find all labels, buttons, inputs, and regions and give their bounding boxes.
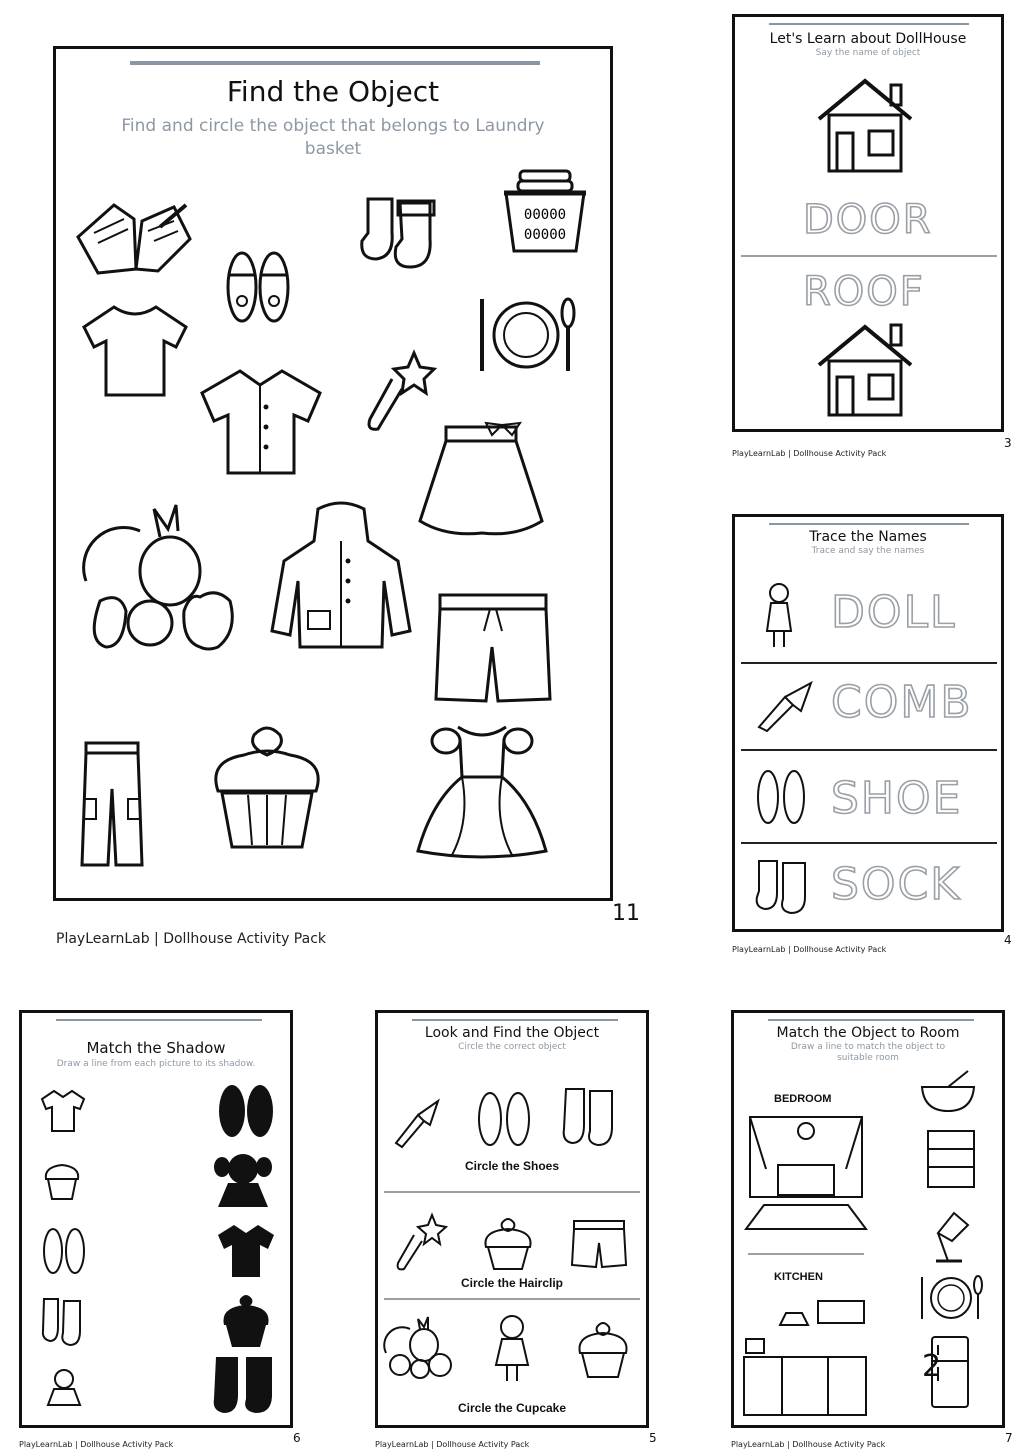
- shirt-shadow-icon: [216, 1223, 276, 1279]
- overlay-number: 2: [922, 1349, 942, 1384]
- title-rule: [768, 1019, 974, 1021]
- fruits-icon: [384, 1317, 454, 1379]
- title-rule: [769, 523, 969, 525]
- laundry-basket-icon: [502, 167, 588, 255]
- section-divider: [741, 255, 997, 257]
- row-divider: [741, 662, 997, 664]
- trace-word: SOCK: [831, 859, 962, 910]
- cupcake-shadow-icon: [220, 1291, 272, 1349]
- cupcake-icon: [42, 1157, 82, 1201]
- plate-cutlery-icon: [918, 1273, 984, 1323]
- trace-word-roof: ROOF: [803, 269, 925, 315]
- socks-shadow-icon: [212, 1355, 278, 1415]
- socks-icon: [562, 1087, 618, 1147]
- hairclip-icon: [392, 1213, 448, 1273]
- cupcake-icon: [482, 1215, 534, 1271]
- prompt-label: Circle the Hairclip: [460, 1276, 564, 1290]
- page-footer: PlayLearnLab | Dollhouse Activity Pack: [56, 931, 327, 947]
- page-subtitle: Circle the correct object: [458, 1042, 566, 1052]
- shoes-icon: [224, 245, 292, 325]
- title-rule: [130, 61, 540, 65]
- svg-text:00000: 00000: [523, 207, 567, 223]
- tshirt-icon: [80, 303, 190, 399]
- book-icon: [74, 197, 192, 277]
- princess-dress-icon: [412, 721, 552, 861]
- socks-icon: [40, 1297, 86, 1347]
- page-footer: PlayLearnLab | Dollhouse Activity Pack: [19, 1440, 174, 1449]
- page-subtitle: Draw a line to match the object to suitable room: [790, 1042, 946, 1063]
- trace-word: SHOE: [831, 773, 963, 824]
- page-subtitle: Draw a line from each picture to its shadow.: [56, 1059, 256, 1069]
- trace-word: DOLL: [831, 587, 957, 638]
- page-number: 11: [612, 901, 640, 926]
- section-divider: [748, 1253, 864, 1255]
- worksheet-find-the-object: [53, 46, 640, 947]
- cupcake-icon: [576, 1319, 630, 1379]
- page-title: Match the Shadow: [86, 1039, 226, 1057]
- section-divider: [384, 1191, 640, 1193]
- comb-icon: [755, 681, 815, 731]
- cargo-pants-icon: [78, 739, 146, 869]
- doll-icon: [761, 581, 797, 651]
- fruits-icon: [80, 501, 240, 651]
- row-divider: [741, 842, 997, 844]
- page-footer: PlayLearnLab | Dollhouse Activity Pack: [732, 945, 887, 954]
- page-number: 5: [649, 1431, 657, 1445]
- page-subtitle: Find and circle the object that belongs to Laundry basket: [121, 116, 545, 159]
- room-label-kitchen: KITCHEN: [774, 1271, 823, 1283]
- desk-lamp-icon: [928, 1209, 972, 1265]
- page-footer: PlayLearnLab | Dollhouse Activity Pack: [732, 449, 887, 458]
- cupcake-icon: [204, 721, 330, 851]
- page-footer: PlayLearnLab | Dollhouse Activity Pack: [375, 1440, 530, 1449]
- shoes-icon: [42, 1225, 86, 1275]
- shorts-icon: [434, 591, 552, 705]
- svg-text:00000: 00000: [523, 227, 567, 243]
- kitchen-illustration: [742, 1299, 868, 1417]
- title-rule: [56, 1019, 262, 1021]
- page-title: Look and Find the Object: [424, 1025, 600, 1041]
- shoes-icon: [755, 765, 807, 825]
- worksheet-match-object-room: [731, 1010, 1005, 1428]
- title-rule: [769, 23, 969, 25]
- shirt-icon: [40, 1089, 86, 1133]
- page-subtitle: Trace and say the names: [811, 546, 925, 556]
- page-footer: PlayLearnLab | Dollhouse Activity Pack: [731, 1440, 886, 1449]
- doll-shadow-icon: [210, 1151, 276, 1211]
- skirt-icon: [416, 421, 546, 539]
- page-number: 6: [293, 1431, 301, 1445]
- comb-icon: [392, 1097, 442, 1147]
- house-icon: [813, 321, 917, 419]
- prompt-label: Circle the Cupcake: [457, 1401, 567, 1415]
- room-label-bedroom: BEDROOM: [774, 1093, 832, 1105]
- socks-icon: [358, 193, 442, 271]
- doll-icon: [492, 1313, 532, 1383]
- page-title: Find the Object: [226, 75, 440, 108]
- page-title: Let's Learn about DollHouse: [769, 31, 967, 47]
- raincoat-icon: [268, 501, 414, 651]
- shorts-icon: [570, 1219, 628, 1269]
- section-divider: [384, 1298, 640, 1300]
- bedroom-illustration: [744, 1109, 868, 1233]
- shoes-icon: [476, 1087, 532, 1147]
- shoes-shadow-icon: [216, 1083, 276, 1139]
- page-title: Trace the Names: [809, 529, 927, 545]
- prompt-label: Circle the Shoes: [464, 1159, 560, 1173]
- worksheet-trace-names: [732, 514, 1004, 932]
- plate-cutlery-icon: [474, 295, 576, 375]
- doll-icon: [40, 1367, 88, 1411]
- worksheet-look-and-find: [375, 1010, 649, 1428]
- page-subtitle: Say the name of object: [815, 48, 921, 58]
- house-icon: [813, 75, 917, 175]
- page-number: 3: [1004, 436, 1012, 450]
- trace-word-door: DOOR: [803, 197, 933, 243]
- title-rule: [412, 1019, 618, 1021]
- page-number: 7: [1005, 1431, 1013, 1445]
- page-title: Match the Object to Room: [776, 1025, 960, 1041]
- mixing-bowl-icon: [918, 1069, 978, 1113]
- worksheet-match-shadow: [19, 1010, 293, 1428]
- socks-icon: [753, 857, 813, 915]
- row-divider: [741, 749, 997, 751]
- shirt-icon: [196, 367, 326, 477]
- page-number: 4: [1004, 933, 1012, 947]
- trace-word: COMB: [831, 677, 973, 728]
- bookshelf-icon: [926, 1129, 976, 1189]
- worksheet-learn-dollhouse: [732, 14, 1004, 432]
